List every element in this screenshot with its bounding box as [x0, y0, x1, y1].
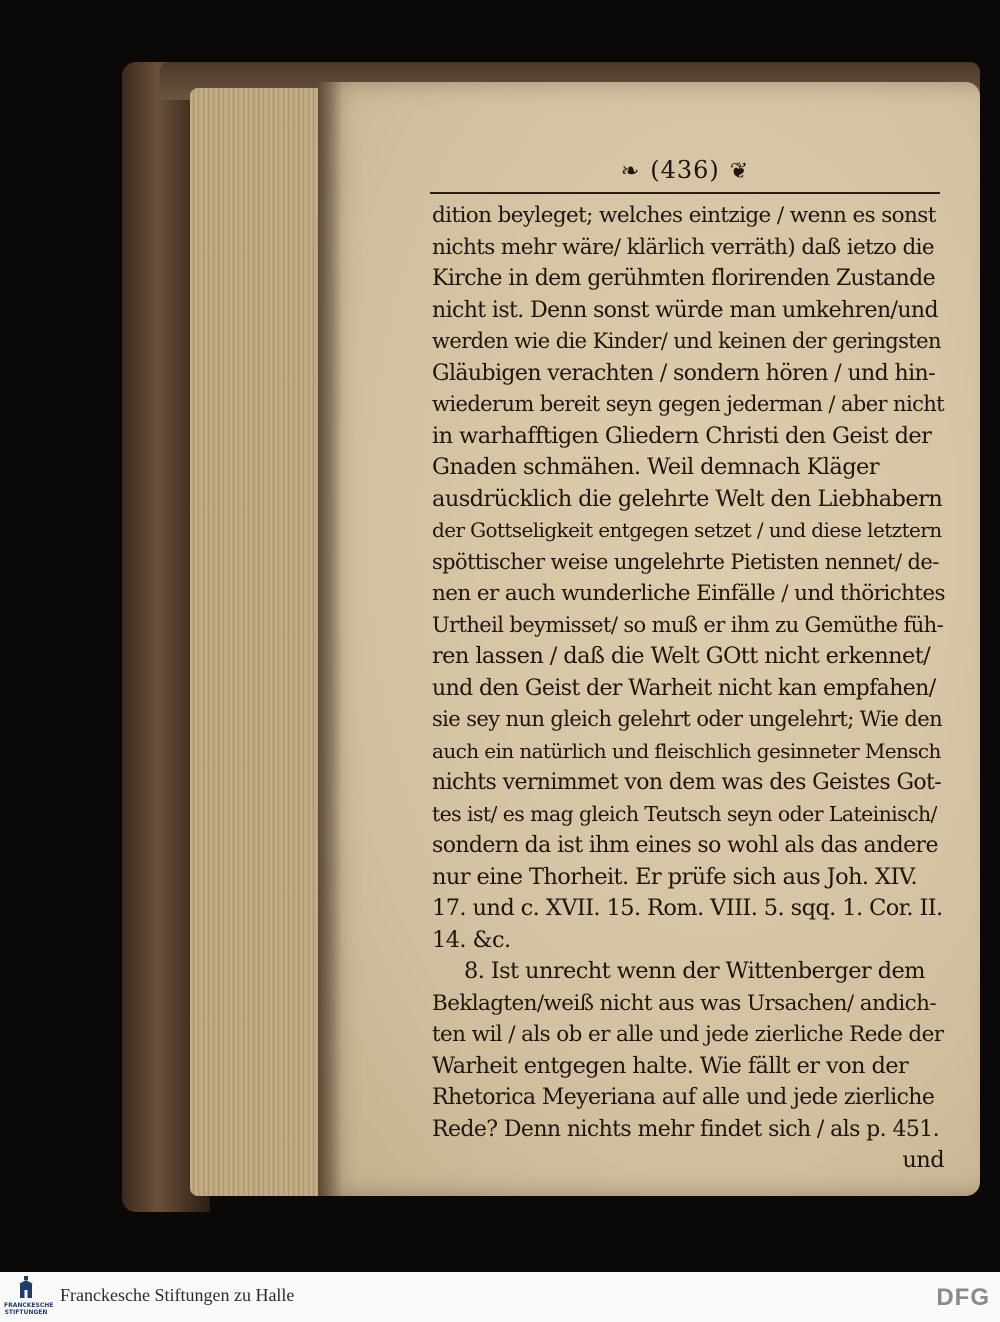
text-line: Warheit entgegen halte. Wie fällt er von der [432, 1052, 909, 1079]
text-line: Beklagten/weiß nicht aus was Ursachen/ andich- [432, 990, 937, 1016]
text-line: 8. Ist unrecht wenn der Wittenberger dem [464, 958, 925, 984]
text-line: ren lassen / daß die Welt GOtt nicht erkennet/ [432, 643, 931, 669]
text-line: Gläubigen verachten / sondern hören / und hin- [432, 360, 935, 386]
floral-ornament-icon: ❦ [729, 159, 750, 184]
text-line: in warhafftigen Gliedern Christi den Geist der [432, 422, 932, 449]
viewer-footer [0, 1272, 1000, 1322]
text-line: auch ein natürlich und fleischlich gesinneter Mensch [432, 738, 941, 763]
text-line: 14. &c. [432, 926, 511, 953]
page-block-edge [190, 88, 330, 1196]
text-line: spöttischer weise ungelehrte Pietisten nennet/ de- [432, 549, 939, 574]
floral-ornament-icon: ❧ [620, 159, 641, 184]
francke-foundation-logo-icon[interactable] [4, 1276, 54, 1318]
text-line: und den Geist der Warheit nicht kan empfahen/ [432, 675, 936, 701]
text-line: Rede? Denn nichts mehr findet sich / als p. 451. [432, 1116, 940, 1142]
dfg-logo[interactable]: DFG [936, 1284, 990, 1311]
text-line: Rhetorica Meyeriana auf alle und jede zierliche [432, 1085, 935, 1110]
page-number: (436) [650, 156, 720, 184]
text-line: Urtheil beymisset/ so muß er ihm zu Gemüthe füh- [432, 612, 944, 637]
text-line: wiederum bereit seyn gegen jederman / aber nicht [432, 392, 945, 416]
logo-building-icon [17, 1276, 35, 1300]
text-line: ausdrücklich die gelehrte Welt den Liebhabern [432, 485, 943, 512]
text-line: nichts mehr wäre/ klärlich verräth) daß ietzo die [432, 234, 935, 260]
text-line: sondern da ist ihm eines so wohl als das andere [432, 833, 938, 858]
text-line: werden wie die Kinder/ und keinen der geringsten [432, 329, 941, 353]
page-gutter-shadow [318, 82, 342, 1196]
text-line: nur eine Thorheit. Er prüfe sich aus Joh. XIV. [432, 863, 918, 890]
institution-name[interactable]: Franckesche Stiftungen zu Halle [60, 1285, 295, 1305]
text-line: 17. und c. XVII. 15. Rom. VIII. 5. sqq. 1. Cor. II. [432, 895, 943, 921]
page-body-text [432, 200, 944, 1177]
page-header [430, 150, 940, 198]
text-line: der Gottseligkeit entgegen setzet / und diese letztern [432, 518, 942, 542]
text-line: dition beyleget; welches eintzige / wenn es sonst [432, 203, 936, 228]
text-line: tes ist/ es mag gleich Teutsch seyn oder Lateinisch/ [432, 801, 937, 826]
catchword: und [902, 1147, 944, 1173]
text-line: nen er auch wunderliche Einfälle / und thörichtes [432, 581, 945, 606]
logo-text: FRANCKESCHE STIFTUNGEN [4, 1302, 54, 1316]
text-line: Kirche in dem gerühmten florirenden Zustande [432, 266, 936, 291]
text-line: nichts vernimmet von dem was des Geistes Got- [432, 770, 942, 795]
text-line: ten wil / als ob er alle und jede zierliche Rede der [432, 1022, 944, 1047]
text-line: nicht ist. Denn sonst würde man umkehren/und [432, 297, 938, 323]
text-line: sie sey nun gleich gelehrt oder ungelehrt; Wie den [432, 707, 943, 731]
header-rule [430, 192, 940, 194]
text-line: Gnaden schmähen. Weil demnach Kläger [432, 454, 879, 480]
